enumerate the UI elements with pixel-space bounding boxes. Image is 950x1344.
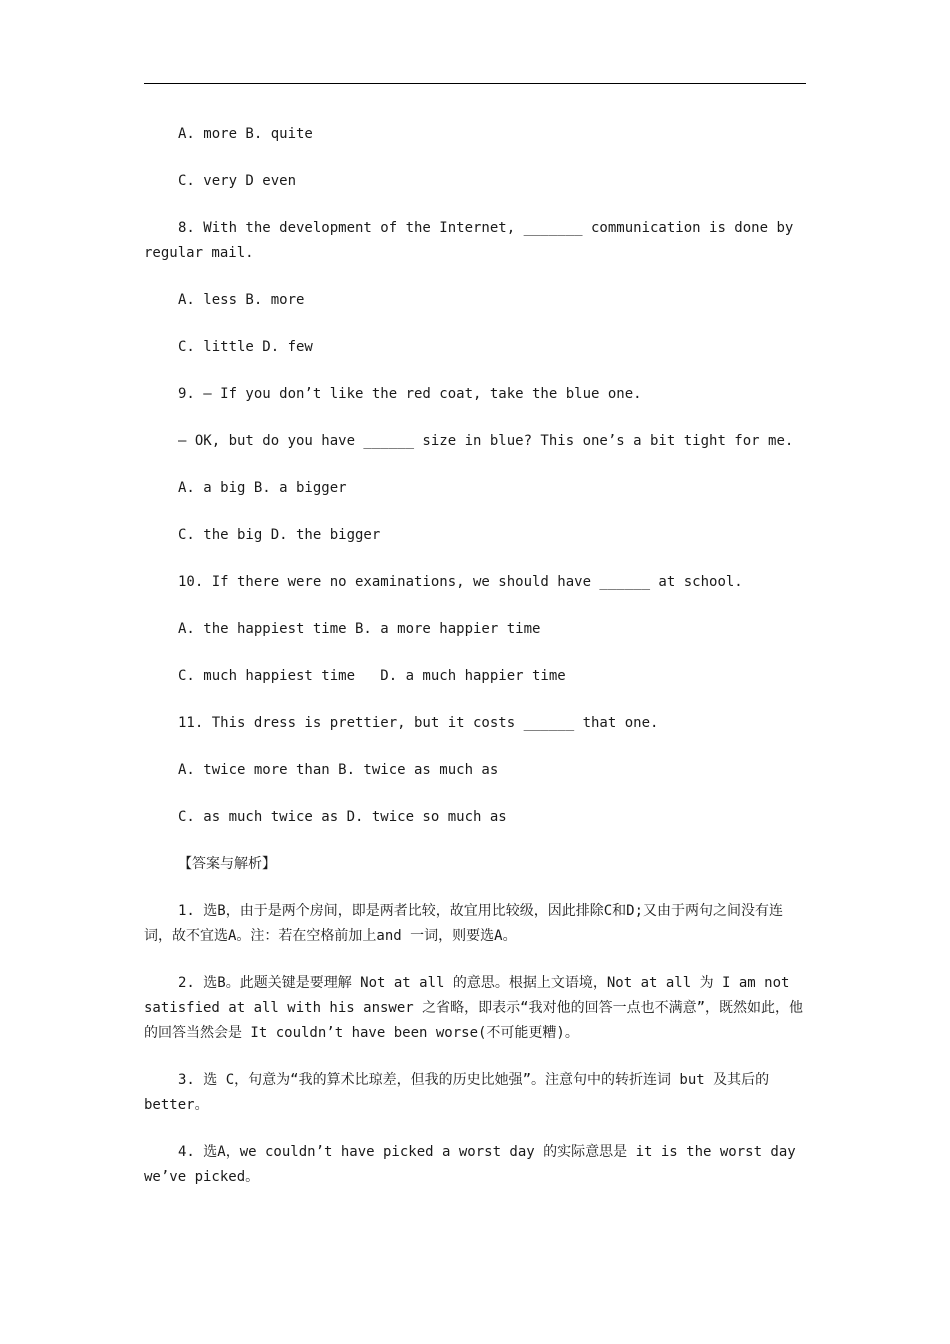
q11-options-ab: A. twice more than B. twice as much as: [178, 762, 499, 778]
document-body: [144, 122, 806, 1212]
q9-options-ab: A. a big B. a bigger: [178, 480, 347, 496]
q8-options-cd: C. little D. few: [178, 339, 313, 355]
q10-options-ab: A. the happiest time B. a more happier time: [178, 621, 541, 637]
answers-heading: 【答案与解析】: [178, 856, 276, 872]
q9-stem-a: 9. — If you don’t like the red coat, take the blue one.: [178, 386, 642, 402]
q9-stem-b: — OK, but do you have ______ size in blue? This one’s a bit tight for me.: [178, 433, 794, 449]
header-rule: [144, 83, 806, 84]
answer-1: 1. 选B，由于是两个房间，即是两者比较，故宜用比较级，因此排除C和D;又由于两句之间没有连词，故不宜选A。注：若在空格前加上and 一词，则要选A。: [144, 903, 783, 944]
q8-options-ab: A. less B. more: [178, 292, 305, 308]
q11-stem: 11. This dress is prettier, but it costs ______ that one.: [178, 715, 659, 731]
q8-stem: 8. With the development of the Internet, _______ communication is done by regular mail.: [144, 220, 802, 261]
q10-options-cd: C. much happiest time D. a much happier time: [178, 668, 566, 684]
answer-3: 3. 选 C，句意为“我的算术比琼差，但我的历史比她强”。注意句中的转折连词 but 及其后的 better。: [144, 1072, 778, 1113]
q10-stem: 10. If there were no examinations, we should have ______ at school.: [178, 574, 743, 590]
q11-options-cd: C. as much twice as D. twice so much as: [178, 809, 507, 825]
answer-2: 2. 选B。此题关键是要理解 Not at all 的意思。根据上文语境，Not at all 为 I am not satisfied at all with his answer 之省略，即表示“我对他的回答一点也不满意”，既然如此，他的回答当然会是 It couldn’t have been worse(不可能更糟)。: [144, 975, 804, 1041]
q7-options-cd: C. very D even: [178, 173, 297, 189]
q9-options-cd: C. the big D. the bigger: [178, 527, 381, 543]
answer-4: 4. 选A，we couldn’t have picked a worst day 的实际意思是 it is the worst day we’ve picked。: [144, 1144, 805, 1185]
q7-options-ab: A. more B. quite: [178, 126, 313, 142]
